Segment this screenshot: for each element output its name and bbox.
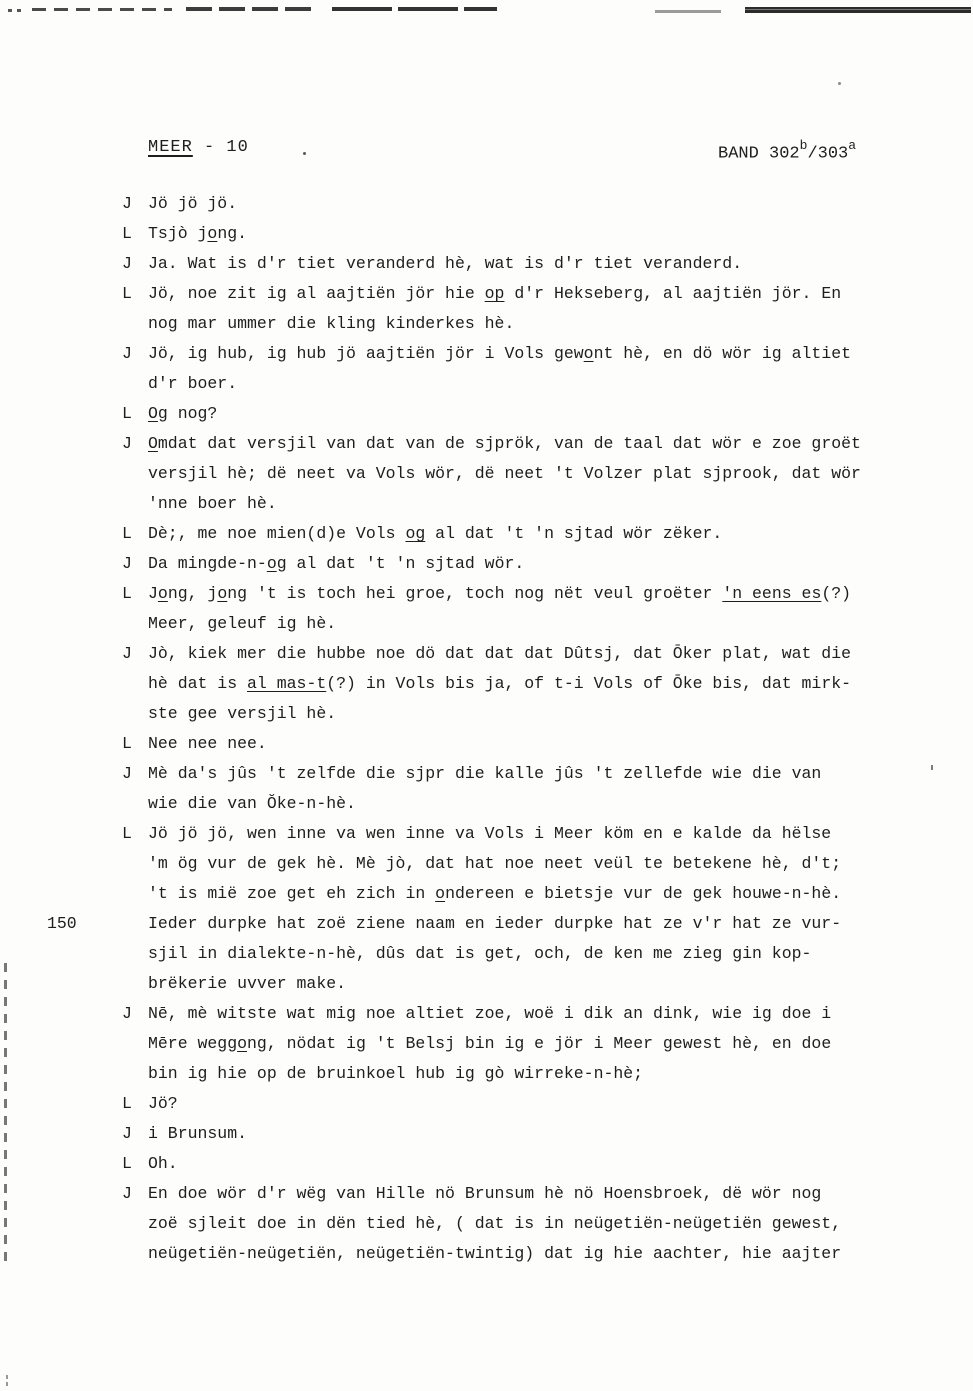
transcript-line xyxy=(122,189,922,219)
utterance-text: Mēre weggong, nödat ig 't Belsj bin ig e jör i Meer gewest hè, en doe xyxy=(148,1034,832,1053)
utterance-text: Jò, kiek mer die hubbe noe dö dat dat dat Dûtsj, dat Ōker plat, wat die xyxy=(148,644,852,663)
utterance-text: Nē, mè witste wat mig noe altiet zoe, woë i dik an dink, wie ig doe i xyxy=(148,1004,832,1023)
speaker-label: L xyxy=(122,524,132,543)
transcript-line xyxy=(122,609,922,639)
speaker-label: L xyxy=(122,284,132,303)
transcript-line xyxy=(122,369,922,399)
transcript-line xyxy=(122,339,922,369)
transcript-line xyxy=(122,1149,922,1179)
scan-speck xyxy=(303,152,306,155)
utterance-text: ste gee versjil hè. xyxy=(148,704,337,723)
transcript-line xyxy=(122,249,922,279)
transcript-line xyxy=(122,399,922,429)
speaker-label: J xyxy=(122,1184,132,1203)
utterance-text: neügetiën-neügetiën, neügetiën-twintig) dat ig hie aachter, hie aajter xyxy=(148,1244,842,1263)
band-mid: /303 xyxy=(807,144,849,164)
scan-artifact-top-line xyxy=(655,10,721,13)
speaker-label: L xyxy=(122,734,132,753)
utterance-text: d'r boer. xyxy=(148,374,238,393)
transcript-line xyxy=(122,819,922,849)
transcript-line xyxy=(122,219,922,249)
speaker-label: J xyxy=(122,554,132,573)
utterance-text: Ieder durpke hat zoë ziene naam en ieder durpke hat ze v'r hat ze vur- xyxy=(148,914,842,933)
utterance-text: bin ig hie op de bruinkoel hub ig gò wirreke-n-hè; xyxy=(148,1064,644,1083)
transcript-line xyxy=(122,789,922,819)
transcript-line xyxy=(122,939,922,969)
transcript-line xyxy=(122,459,922,489)
utterance-text: Nee nee nee. xyxy=(148,734,267,753)
page-label xyxy=(148,138,249,157)
utterance-text: 't is mië zoe get eh zich in ondereen e bietsje vur de gek houwe-n-hè. xyxy=(148,884,842,903)
band-prefix: BAND 302 xyxy=(718,144,800,164)
transcript-line xyxy=(122,279,922,309)
transcript xyxy=(47,189,922,1269)
utterance-text: brëkerie uvver make. xyxy=(148,974,347,993)
utterance-text: Og nog? xyxy=(148,404,218,423)
speaker-label: J xyxy=(122,344,132,363)
speaker-label: J xyxy=(122,434,132,453)
utterance-text: i Brunsum. xyxy=(148,1124,248,1143)
speaker-label: L xyxy=(122,1154,132,1173)
speaker-label: J xyxy=(122,1004,132,1023)
transcript-line xyxy=(122,1089,922,1119)
transcript-line xyxy=(122,1209,922,1239)
utterance-text: Ja. Wat is d'r tiet veranderd hè, wat is d'r tiet veranderd. xyxy=(148,254,743,273)
transcript-line xyxy=(122,729,922,759)
utterance-text: hè dat is al mas-t(?) in Vols bis ja, of t-i Vols of Ōke bis, dat mirk- xyxy=(148,674,852,693)
utterance-text: Da mingde-n-og al dat 't 'n sjtad wör. xyxy=(148,554,525,573)
transcript-line xyxy=(122,699,922,729)
utterance-text: Jö? xyxy=(148,1094,178,1113)
utterance-text: Jong, jong 't is toch hei groe, toch nog nët veul groëter 'n eens es(?) xyxy=(148,584,852,603)
utterance-text: Tsjò jong. xyxy=(148,224,248,243)
speaker-label: L xyxy=(122,584,132,603)
scan-speck xyxy=(838,82,841,85)
scan-artifact-top-dashes xyxy=(8,9,26,12)
transcript-line xyxy=(122,549,922,579)
transcript-line xyxy=(122,759,922,789)
transcript-line xyxy=(122,669,922,699)
page-label-number: - 10 xyxy=(192,138,249,157)
transcript-line xyxy=(122,1119,922,1149)
utterance-text: Jö jö jö, wen inne va wen inne va Vols i Meer köm en e kalde da hëlse xyxy=(148,824,832,843)
speaker-label: J xyxy=(122,194,132,213)
utterance-text: versjil hè; dë neet va Vols wör, dë neet 't Volzer plat sjprook, dat wör xyxy=(148,464,861,483)
scan-artifact-top-dashes xyxy=(186,7,314,11)
transcript-line xyxy=(122,1239,922,1269)
transcript-line xyxy=(122,639,922,669)
utterance-text: Jö jö jö. xyxy=(148,194,238,213)
scan-artifact-left-dashed-line xyxy=(4,963,7,1268)
utterance-text: Jö, ig hub, ig hub jö aajtiën jör i Vols gewont hè, en dö wör ig altiet xyxy=(148,344,852,363)
utterance-text: Oh. xyxy=(148,1154,178,1173)
utterance-text: Meer, geleuf ig hè. xyxy=(148,614,337,633)
speaker-label: L xyxy=(122,824,132,843)
speaker-label: J xyxy=(122,644,132,663)
utterance-text: 'nne boer hè. xyxy=(148,494,277,513)
speaker-label: L xyxy=(122,224,132,243)
transcript-line xyxy=(122,1059,922,1089)
page-label-title: MEER xyxy=(148,138,193,157)
utterance-text: En doe wör d'r wëg van Hille nö Brunsum hè nö Hoensbroek, dë wör nog xyxy=(148,1184,822,1203)
transcript-line xyxy=(122,879,922,909)
transcript-line xyxy=(122,489,922,519)
speaker-label: L xyxy=(122,1094,132,1113)
transcript-line xyxy=(122,429,922,459)
utterance-text: 'm ög vur de gek hè. Mè jò, dat hat noe neet veül te betekene hè, d't; xyxy=(148,854,842,873)
utterance-text: Jö, noe zit ig al aajtiën jör hie op d'r Hekseberg, al aajtiën jör. En xyxy=(148,284,842,303)
transcript-line xyxy=(122,969,922,999)
margin-line-number: 150 xyxy=(47,914,77,933)
transcript-line xyxy=(122,1179,922,1209)
utterance-text: nog mar ummer die kling kinderkes hè. xyxy=(148,314,515,333)
speaker-label: J xyxy=(122,764,132,783)
utterance-text: Dè;, me noe mien(d)e Vols og al dat 't 'n sjtad wör zëker. xyxy=(148,524,723,543)
band-superscript-b: b xyxy=(799,138,808,153)
transcript-line xyxy=(122,849,922,879)
scan-artifact-top-line xyxy=(745,7,971,13)
transcript-line xyxy=(122,999,922,1029)
utterance-text: Omdat dat versjil van dat van de sjprök, van de taal dat wör e zoe groët xyxy=(148,434,861,453)
transcript-line xyxy=(122,519,922,549)
utterance-text: zoë sjleit doe in dën tied hè, ( dat is in neügetiën-neügetiën gewest, xyxy=(148,1214,842,1233)
scan-artifact-top-dashes xyxy=(32,8,172,11)
utterance-text: Mè da's jûs 't zelfde die sjpr die kalle jûs 't zellefde wie die van xyxy=(148,764,822,783)
scan-artifact-top-dashes xyxy=(332,7,497,11)
transcript-line xyxy=(122,1029,922,1059)
speaker-label: L xyxy=(122,404,132,423)
scan-artifact-left-dashed-line xyxy=(6,1375,8,1389)
utterance-text: wie die van Ŏke-n-hè. xyxy=(148,794,356,813)
band-label xyxy=(718,140,856,164)
speaker-label: J xyxy=(122,1124,132,1143)
transcript-line xyxy=(47,909,922,939)
transcript-line xyxy=(122,309,922,339)
speaker-label: J xyxy=(122,254,132,273)
band-superscript-a: a xyxy=(848,138,857,153)
transcript-line xyxy=(122,579,922,609)
utterance-text: sjil in dialekte-n-hè, dûs dat is get, och, de ken me zieg gin kop- xyxy=(148,944,812,963)
scan-speck xyxy=(931,765,933,770)
